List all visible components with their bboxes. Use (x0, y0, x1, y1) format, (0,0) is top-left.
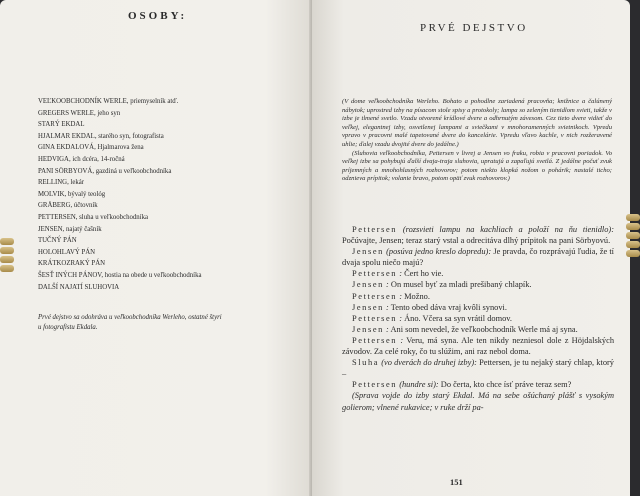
page-clip-right (626, 214, 640, 260)
cast-heading: OSOBY: (128, 10, 188, 22)
speaker-direction: : (386, 280, 389, 290)
cast-item: GREGERS WERLE, jeho syn (38, 109, 121, 117)
stage-directions (342, 98, 612, 184)
cast-item: HOLOHLAVÝ PÁN (38, 248, 96, 256)
page-number: 151 (450, 477, 463, 487)
speaker-direction: : (399, 291, 402, 301)
speaker-name: Jensen (352, 280, 384, 290)
setting-note (38, 313, 278, 333)
speech-text: Tento obed dáva vraj kvôli synovi. (390, 302, 507, 312)
dialogue-line (342, 291, 614, 302)
speaker-direction: : (400, 335, 404, 345)
speaker-name: Pettersen (352, 225, 398, 234)
speaker-name: Pettersen (352, 380, 398, 390)
cast-item: DALŠÍ NAJATÍ SLUHOVIA (38, 283, 120, 291)
speaker-name: Pettersen (352, 313, 398, 323)
speaker-direction: (rozsvieti lampu na kachliach a položí na ňu tienidlo): (402, 225, 614, 234)
setting-note-line: Prvé dejstvo sa odohráva u veľkoobchodníka Werleho, ostatné štyri (38, 314, 222, 321)
speaker-name: Jensen (352, 247, 384, 257)
speaker-name: Jensen (352, 324, 384, 334)
speaker-direction: (vo dverách do druhej izby): (381, 358, 477, 368)
cast-item: JENSEN, najatý čašník (38, 225, 102, 233)
dialogue-line (342, 246, 614, 268)
dialogue-line (342, 335, 614, 357)
speaker-name: Sluha (352, 358, 380, 368)
speech-text: Možno. (404, 291, 430, 301)
cast-item: PETTERSEN, sluha u veľkoobchodníka (38, 213, 148, 221)
left-page (0, 0, 312, 496)
cast-item: RELLING, lekár (38, 179, 85, 187)
speech-text: Do čerta, kto chce ísť práve teraz sem? (440, 380, 572, 390)
right-page (312, 0, 630, 496)
cast-item: STARÝ EKDAL (38, 121, 85, 129)
speech-text: Počúvajte, Jensen; teraz starý vstal a odrecitáva dlhý prípitok na pani Sörbyovú. (342, 236, 611, 246)
cast-item: PANI SÖRBYOVÁ, gazdiná u veľkoobchodníka (38, 167, 172, 175)
cast-item: TUČNÝ PÁN (38, 237, 77, 245)
speaker-direction: : (386, 302, 389, 312)
speaker-name: Pettersen (352, 335, 398, 345)
dialogue-line (342, 302, 614, 313)
cast-item: MOLVIK, bývalý teológ (38, 190, 106, 198)
speech-text: Pettersen, je tu nejaký starý chlap, ktorý – (342, 358, 614, 379)
speech-text: Je pravda, čo rozprávajú ľudia, že tí dvaja spolu niečo majú? (342, 247, 614, 268)
dialogue-line (342, 313, 614, 324)
setting-note-line: u fotografistu Ekdala. (38, 324, 98, 331)
stage-direction-action: (Sluhovia veľkoobchodníka, Pettersen v livrej a Jensen vo fraku, robia v pracovni poriadok. Vo veľkej izbe sa pohybujú ďalší dvaja-traja sluhovia, upratujú a zapaľujú svetlá. Z jedálne počuť zvuk príjemných a mnohohlasných rozhovorov; potom niekto klopká nožom o pohárik; nastalé ticho; odznieva prípitok; volanie bravo, potom opäť zvuk rozhovorov.) (342, 149, 612, 183)
cast-item: GINA EKDALOVÁ, Hjalmarova žena (38, 144, 144, 152)
speech-text: Čert ho vie. (404, 269, 444, 279)
cast-item: HJALMAR EKDAL, starého syn, fotografista (38, 132, 164, 140)
cast-item: GRÅBERG, účtovník (38, 202, 98, 210)
speech-text: Áno. Včera sa syn vrátil domov. (404, 313, 513, 323)
speaker-direction: (posúva jedno kreslo dopredu): (386, 247, 492, 257)
speech-text: Ani som nevedel, že veľkoobchodník Werle má aj syna. (390, 324, 578, 334)
cast-list (38, 96, 298, 293)
dialogue-line (342, 268, 614, 279)
speaker-direction: : (386, 324, 389, 334)
act-heading: PRVÉ DEJSTVO (420, 22, 528, 34)
dialogue-line (342, 279, 614, 290)
dialogue-line (342, 224, 614, 246)
cast-item: VEĽKOOBCHODNÍK WERLE, priemyselník atď. (38, 98, 179, 105)
dialogue-line (342, 357, 614, 379)
speech-text: On musel byť za mladi prešibaný chlapík. (390, 280, 532, 290)
dialogue-line (342, 324, 614, 335)
speaker-direction: : (399, 269, 402, 279)
speaker-name: Pettersen (352, 291, 398, 301)
cast-item: HEDVIGA, ich dcéra, 14-ročná (38, 155, 125, 163)
page-clip-left (0, 238, 14, 284)
speaker-name: Pettersen (352, 269, 398, 279)
dialogue-line (342, 379, 614, 390)
stage-direction-setting: (V dome veľkoobchodníka Werleho. Bohato a pohodlne zariadená pracovňa; knižnice a čalúnený nábytok; uprostred izby na písacom stole spisy a protokoly; lampa so zeleným tienidlom svieti, takže v izbe je tlmené svetlo. Vzadu otvorené krídlové dvere a odhrnutým závesom. Cez tieto dvere vidieť do veľkej, elegantnej izby, osvetlenej lampami a sviečkami v mnohoramenných svietnikoch. Vpredu vpravo v pracovni malé tapetované dvere do kancelárie. Vpredu vľavo kachle, v nich rozžeravené uhlie; ďalej vzadu dvojité dvere do jedálne.) (342, 98, 612, 148)
cast-item: ŠESŤ INÝCH PÁNOV, hostia na obede u veľkoobchodníka (38, 271, 202, 279)
stage-direction-entrance: (Sprava vojde do izby starý Ekdal. Má na sebe ošúchaný plášť s vysokým golierom; vlnené rukavice; v ruke drží pa- (342, 391, 614, 412)
speaker-name: Jensen (352, 302, 384, 312)
speaker-direction: (hundre si): (399, 380, 439, 390)
dialogue (342, 224, 614, 413)
cast-item: KRÁTKOZRAKÝ PÁN (38, 260, 106, 268)
speech-text: Veru, má syna. Ale ten nikdy nezniesol dole z Höjdalských závodov. Za celé roky, čo tu slúžim, ani raz nebol doma. (342, 335, 615, 357)
speaker-direction: : (399, 313, 402, 323)
